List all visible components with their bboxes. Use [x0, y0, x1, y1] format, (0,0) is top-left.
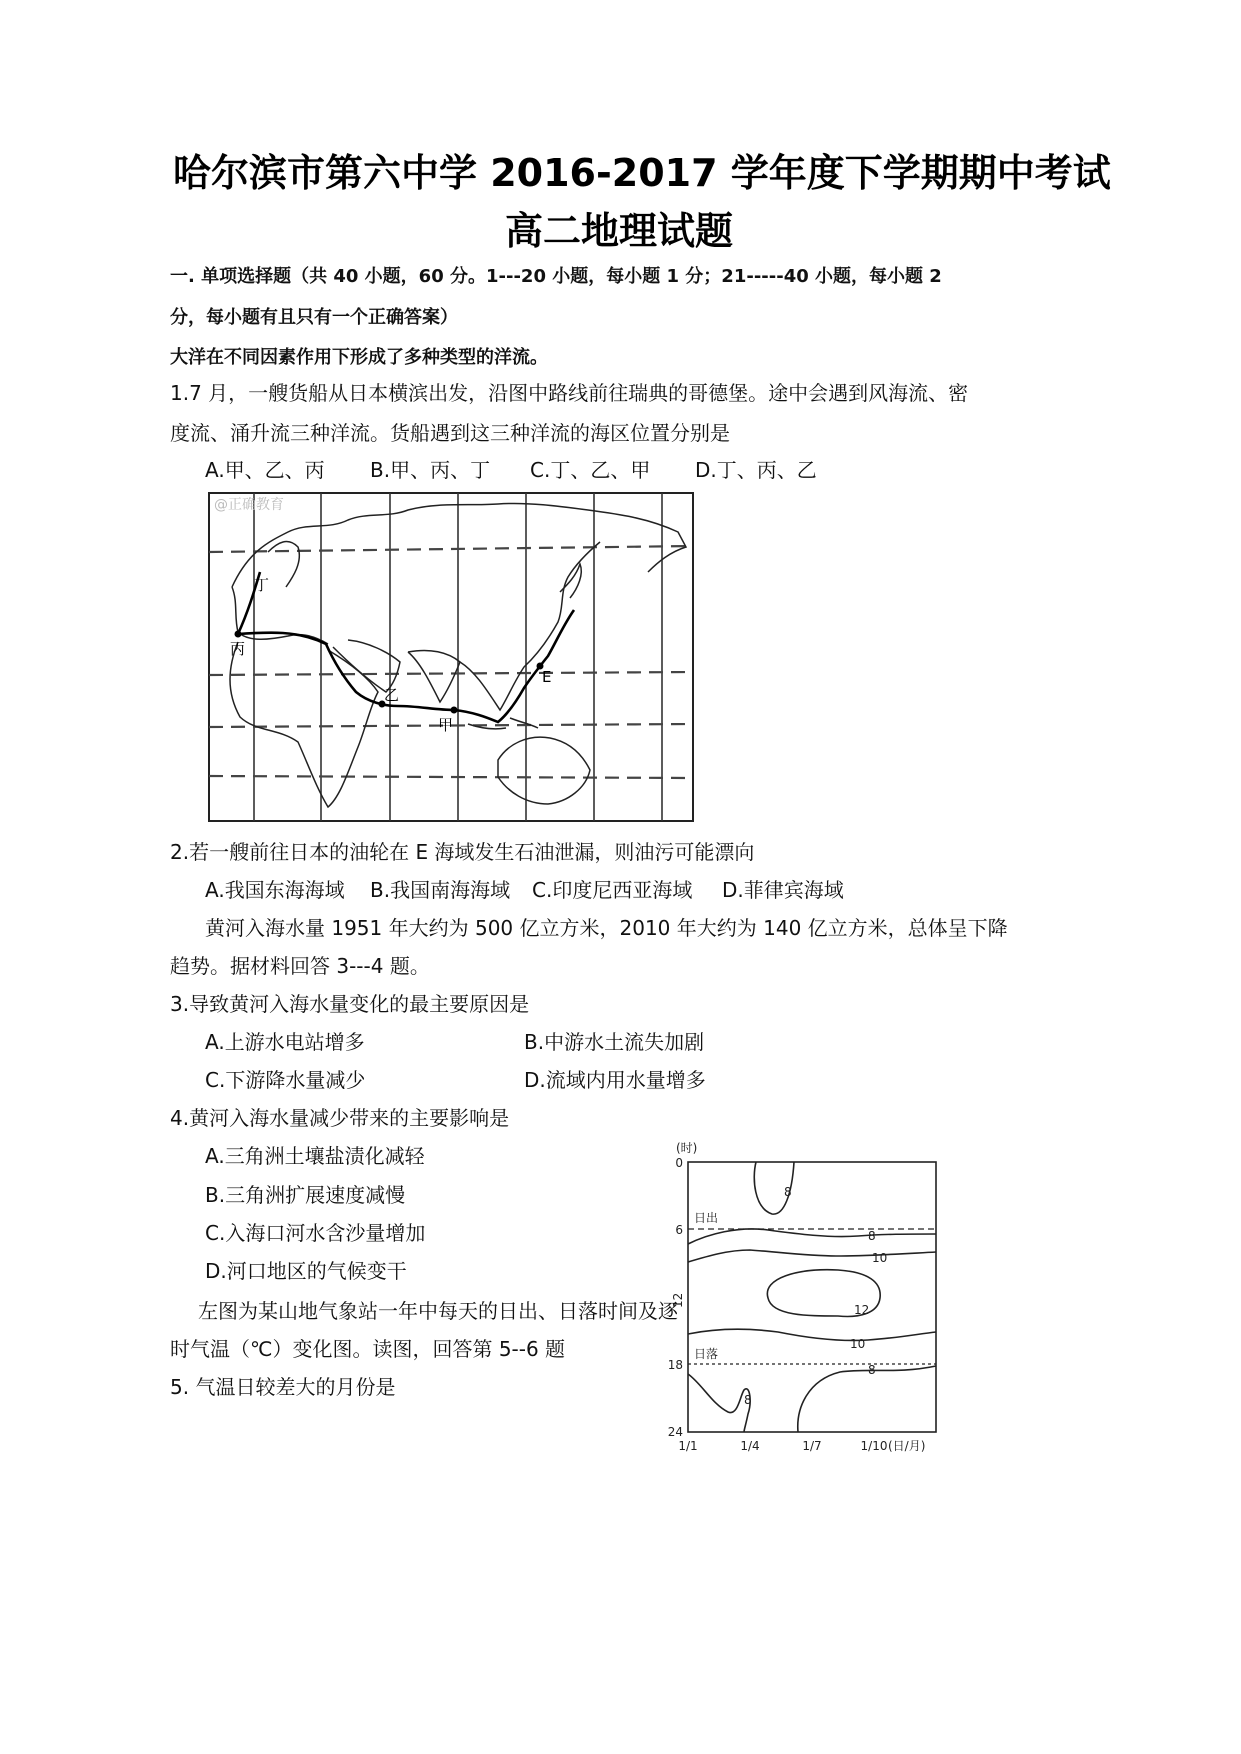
question-3-option-c[interactable]: C.下游降水量减少 [205, 1068, 366, 1092]
isotherm-label: 8 [868, 1229, 876, 1243]
sunrise-label: 日出 [694, 1211, 719, 1225]
question-3-stem: 3.导致黄河入海水量变化的最主要原因是 [170, 992, 530, 1016]
watermark: @正确教育 [214, 497, 284, 513]
label-jia: 甲 [438, 716, 454, 734]
question-2-stem: 2.若一艘前往日本的油轮在 E 海域发生石油泄漏，则油污可能漂向 [170, 840, 755, 864]
sunset-label: 日落 [694, 1347, 719, 1361]
question-1-stem: 1.7 月，一艘货船从日本横滨出发，沿图中路线前往瑞典的哥德堡。途中会遇到风海流、密 [170, 381, 969, 405]
x-axis-unit: (日/月) [888, 1439, 926, 1453]
exam-subtitle: 高二地理试题 [505, 209, 734, 253]
question-4-option-c[interactable]: C.入海口河水含沙量增加 [205, 1221, 426, 1245]
isotherm-label: 10 [872, 1251, 888, 1265]
isotherm-label: 8 [868, 1363, 876, 1377]
question-5-stem: 5. 气温日较差大的月份是 [170, 1375, 396, 1399]
section-intro: 大洋在不同因素作用下形成了多种类型的洋流。 [170, 347, 548, 368]
x-tick: 1/10 [860, 1439, 888, 1453]
y-tick: 18 [668, 1358, 683, 1372]
question-3-option-b[interactable]: B.中游水土流失加剧 [524, 1030, 705, 1054]
passage-weather: 左图为某山地气象站一年中每天的日出、日落时间及逐 [198, 1299, 678, 1323]
isotherm-label: 8 [744, 1393, 752, 1407]
passage-huanghe-cont: 趋势。据材料回答 3---4 题。 [170, 954, 430, 978]
question-1-stem-cont: 度流、涌升流三种洋流。货船遇到这三种洋流的海区位置分别是 [170, 421, 730, 445]
world-map-figure [208, 492, 694, 822]
section-heading-cont: 分，每小题有且只有一个正确答案） [170, 307, 458, 328]
isotherm-label: 12 [854, 1303, 870, 1317]
y-axis-unit: (时) [676, 1141, 698, 1155]
passage-weather-cont: 时气温（℃）变化图。读图，回答第 5--6 题 [170, 1337, 566, 1361]
question-2-option-b[interactable]: B.我国南海海域 [370, 878, 511, 902]
question-2-option-d[interactable]: D.菲律宾海域 [722, 878, 844, 902]
question-2-option-c[interactable]: C.印度尼西亚海域 [532, 878, 693, 902]
question-3-option-a[interactable]: A.上游水电站增多 [205, 1030, 365, 1054]
question-4-option-d[interactable]: D.河口地区的气候变干 [205, 1259, 407, 1283]
y-tick: 0 [675, 1156, 683, 1170]
question-1-option-d[interactable]: D.丁、丙、乙 [695, 458, 817, 482]
question-3-option-d[interactable]: D.流域内用水量增多 [524, 1068, 706, 1092]
exam-title: 哈尔滨市第六中学 2016-2017 学年度下学期期中考试 [173, 151, 1111, 195]
question-1-option-a[interactable]: A.甲、乙、丙 [205, 458, 325, 482]
question-4-option-b[interactable]: B.三角洲扩展速度减慢 [205, 1183, 406, 1207]
question-4-stem: 4.黄河入海水量减少带来的主要影响是 [170, 1106, 510, 1130]
label-e: E [542, 668, 552, 686]
point-jia [451, 707, 458, 714]
isotherm-label: 8 [784, 1185, 792, 1199]
point-bing [235, 631, 242, 638]
label-bing: 丙 [230, 640, 246, 658]
x-tick: 1/7 [802, 1439, 822, 1453]
x-tick: 1/1 [678, 1439, 698, 1453]
question-4-option-a[interactable]: A.三角洲土壤盐渍化减轻 [205, 1144, 425, 1168]
question-1-option-b[interactable]: B.甲、丙、丁 [370, 458, 491, 482]
isotherm-chart [668, 1138, 948, 1456]
label-ding: 丁 [254, 576, 270, 594]
label-yi: 乙 [384, 686, 400, 704]
isotherm-label: 10 [850, 1337, 866, 1351]
question-2-option-a[interactable]: A.我国东海海域 [205, 878, 345, 902]
y-tick: 6 [675, 1223, 683, 1237]
passage-huanghe: 黄河入海水量 1951 年大约为 500 亿立方米，2010 年大约为 140 亿立方米，总体呈下降 [205, 916, 1008, 940]
question-1-option-c[interactable]: C.丁、乙、甲 [530, 458, 651, 482]
y-tick: 12 [671, 1292, 685, 1308]
section-heading: 一. 单项选择题（共 40 小题，60 分。1---20 小题，每小题 1 分；21-----40 小题，每小题 2 [170, 266, 942, 287]
x-tick: 1/4 [740, 1439, 760, 1453]
y-tick: 24 [668, 1425, 683, 1439]
